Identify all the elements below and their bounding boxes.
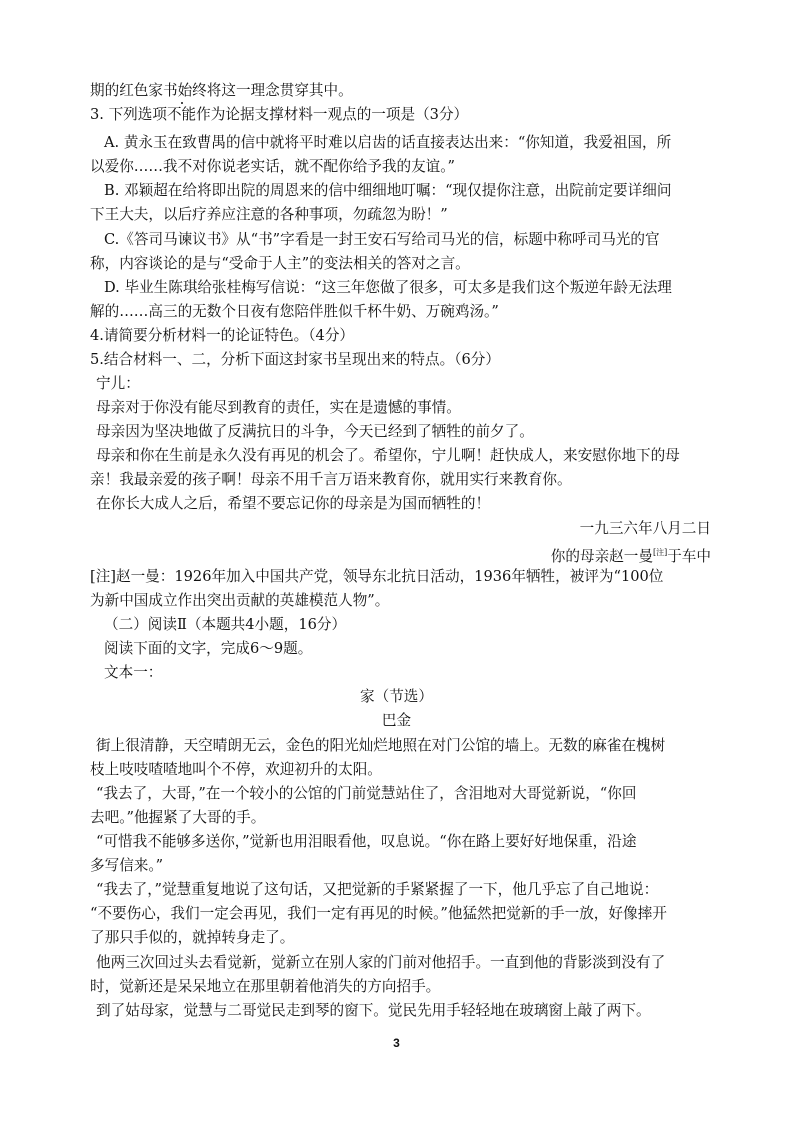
passage-paragraph-1-line-2: 枝上吱吱喳喳地叫个不停，欢迎初升的太阳。 <box>90 761 382 778</box>
passage-paragraph-5-line-1: 他两三次回过头去看觉新，觉新立在别人家的门前对他招手。一直到他的背影淡到没有了 <box>96 954 666 971</box>
footnote-line-2: 为新中国成立作出突出贡献的英雄模范人物”。 <box>90 592 390 609</box>
question-3-rest: 作为论据支撑材料一观点的一项是（3分） <box>196 106 469 123</box>
emphasis-not: 不能 <box>166 106 197 123</box>
page-number: 3 <box>393 1036 400 1050</box>
option-d-line-1: D. 毕业生陈琪给张桂梅写信说：“这三年您做了很多，可太多是我们这个叛逆年龄无法理 <box>104 279 672 296</box>
letter-paragraph-4: 在你长大成人之后，希望不要忘记你的母亲是为国而牺牲的！ <box>96 495 491 512</box>
passage-paragraph-1-line-1: 街上很清静，天空晴朗无云，金色的阳光灿烂地照在对门公馆的墙上。无数的麻雀在槐树 <box>96 737 666 754</box>
passage-paragraph-4-line-1: “我去了，”觉慧重复地说了这句话，又把觉新的手紧紧握了一下，他几乎忘了自己地说： <box>96 881 659 898</box>
passage-paragraph-4-line-3: 了那只手似的，就掉转身走了。 <box>90 929 295 946</box>
passage-paragraph-6: 到了姑母家，觉慧与二哥觉民走到琴的窗下。觉民先用手轻轻地在玻璃窗上敲了两下。 <box>96 1002 651 1019</box>
letter-paragraph-3-line-1: 母亲和你在生前是永久没有再见的机会了。希望你，宁儿啊！赶快成人，来安慰你地下的母 <box>96 447 680 464</box>
passage-paragraph-2-line-1: “我去了，大哥，”在一个较小的公馆的门前觉慧站住了，含泪地对大哥觉新说，“你回 <box>96 785 637 802</box>
passage-paragraph-2-line-2: 去吧。”他握紧了大哥的手。 <box>90 809 266 826</box>
text-one-label: 文本一： <box>104 664 163 681</box>
section-heading: （二）阅读Ⅱ（本题共4小题，16分） <box>104 616 347 633</box>
option-a-line-2: 以爱你……我不对你说老实话，就不配你给予我的友谊。” <box>90 158 456 175</box>
passage-paragraph-3-line-2: 多写信来。” <box>90 857 164 874</box>
signature-name: 你的母亲赵一曼 <box>550 548 653 565</box>
option-a-line-1: A. 黄永玉在致曹禺的信中就将平时难以启齿的话直接表达出来：“你知道，我爱祖国，所 <box>104 134 672 151</box>
option-c-line-2: 称，内容谈论的是与“受命于人主”的变法相关的答对之言。 <box>90 255 470 272</box>
passage-author: 巴金 <box>381 712 412 729</box>
passage-paragraph-4-line-2: “不要伤心，我们一定会再见，我们一定有再见的时候。”他猛然把觉新的手一放，好像摔开 <box>90 905 667 922</box>
passage-paragraph-3-line-1: “可惜我不能够多送你，”觉新也用泪眼看他，叹息说。“你在路上要好好地保重，沿途 <box>96 833 637 850</box>
question-3-line <box>90 104 468 126</box>
signature-place: 于车中 <box>667 548 711 565</box>
letter-paragraph-2: 母亲因为坚决地做了反满抗日的斗争，今天已经到了牺牲的前夕了。 <box>96 423 534 440</box>
letter-paragraph-1: 母亲对于你没有能尽到教育的责任，实在是遗憾的事情。 <box>96 399 461 416</box>
question-4: 4.请简要分析材料一的论证特色。（4分） <box>90 327 355 344</box>
section-instruction: 阅读下面的文字，完成6～9题。 <box>104 640 313 657</box>
letter-signature <box>551 542 711 568</box>
text-line: 期的红色家书始终将这一理念贯穿其中。 <box>90 82 353 99</box>
passage-paragraph-5-line-2: 时，觉新还是呆呆地立在那里朝着他消失的方向招手。 <box>90 978 441 995</box>
footnote-line-1: [注]赵一曼：1926年加入中国共产党，领导东北抗日活动，1936年牺牲，被评为“100位 <box>90 568 664 585</box>
letter-paragraph-3-line-2: 亲！我最亲爱的孩子啊！母亲不用千言万语来教育你，就用实行来教育你。 <box>90 471 572 488</box>
passage-title: 家（节选） <box>360 688 433 705</box>
note-marker: [注] <box>652 548 668 557</box>
option-c-line-1: C.《答司马谏议书》从“书”字看是一封王安石写给司马光的信，标题中称呼司马光的官 <box>104 231 660 248</box>
letter-date: 一九三六年八月二日 <box>579 520 711 537</box>
question-5: 5.结合材料一、二，分析下面这封家书呈现出来的特点。（6分） <box>90 351 500 368</box>
option-b-line-1: B. 邓颖超在给将即出院的周恩来的信中细细地叮嘱：“现仅提你注意，出院前定要详细问 <box>104 182 672 199</box>
option-d-line-2: 解的……高三的无数个日夜有您陪伴胜似千杯牛奶、万碗鸡汤。” <box>90 303 499 320</box>
option-b-line-2: 下王大夫，以后疗养应注意的各种事项，勿疏忽为盼！” <box>90 206 448 223</box>
question-3-prefix: 3. 下列选项 <box>90 106 167 123</box>
letter-salutation: 宁儿： <box>96 375 140 392</box>
